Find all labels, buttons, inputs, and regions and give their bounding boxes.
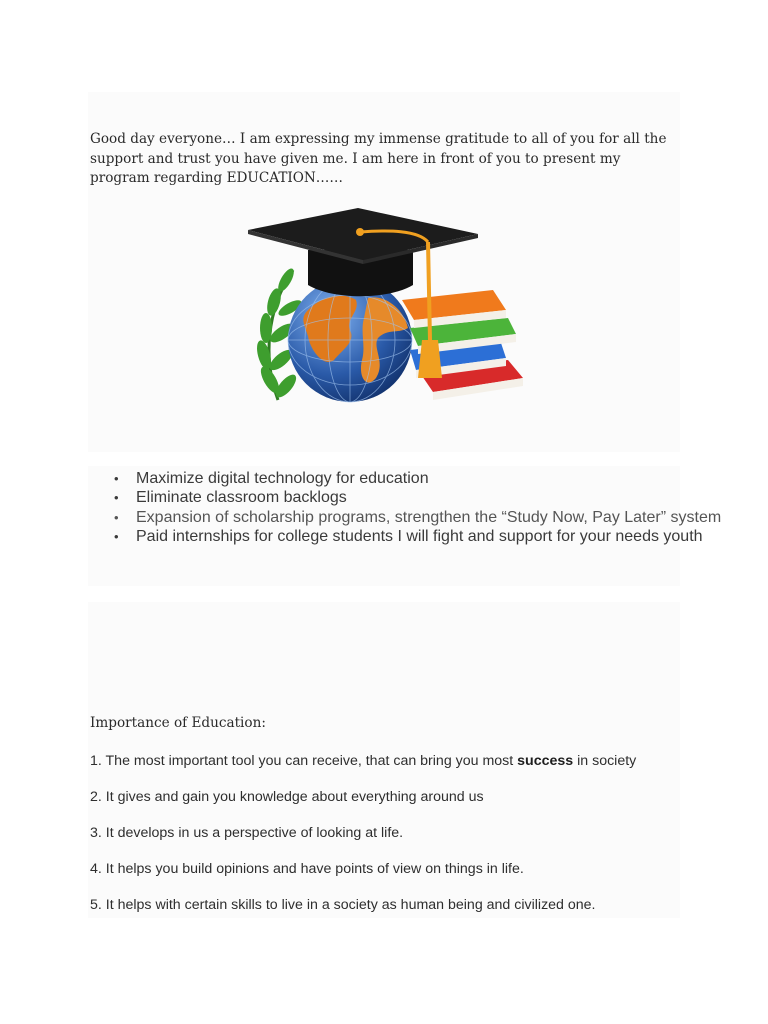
list-item: • Maximize digital technology for education xyxy=(136,469,726,488)
importance-heading: Importance of Education: xyxy=(90,715,266,731)
list-item: • Eliminate classroom backlogs xyxy=(136,488,726,507)
item-text: in society xyxy=(573,753,637,769)
program-list xyxy=(92,469,726,546)
importance-item-5: 5. It helps with certain skills to live in a society as human being and civilized one. xyxy=(90,897,596,913)
globe-icon xyxy=(288,278,412,402)
importance-item-3: 3. It develops in us a perspective of looking at life. xyxy=(90,825,404,841)
list-item: • Paid internships for college students I will fight and support for your needs youth xyxy=(136,527,726,546)
importance-item-1 xyxy=(90,753,690,769)
graduation-cap-globe-books-icon xyxy=(238,200,528,415)
books-icon xyxy=(402,290,523,400)
item-bold-text: success xyxy=(517,753,574,769)
intro-paragraph: Good day everyone… I am expressing my immense gratitude to all of you for all the support and trust you have given me. I am here in front of you to present my program regarding EDUCATION…… xyxy=(90,131,667,186)
item-text: 1. The most important tool you can receive, that can bring you most xyxy=(90,753,518,769)
importance-item-2: 2. It gives and gain you knowledge about everything around us xyxy=(90,789,484,805)
list-item: • Expansion of scholarship programs, strengthen the “Study Now, Pay Later” system xyxy=(136,508,726,527)
importance-item-4: 4. It helps you build opinions and have points of view on things in life. xyxy=(90,861,524,877)
